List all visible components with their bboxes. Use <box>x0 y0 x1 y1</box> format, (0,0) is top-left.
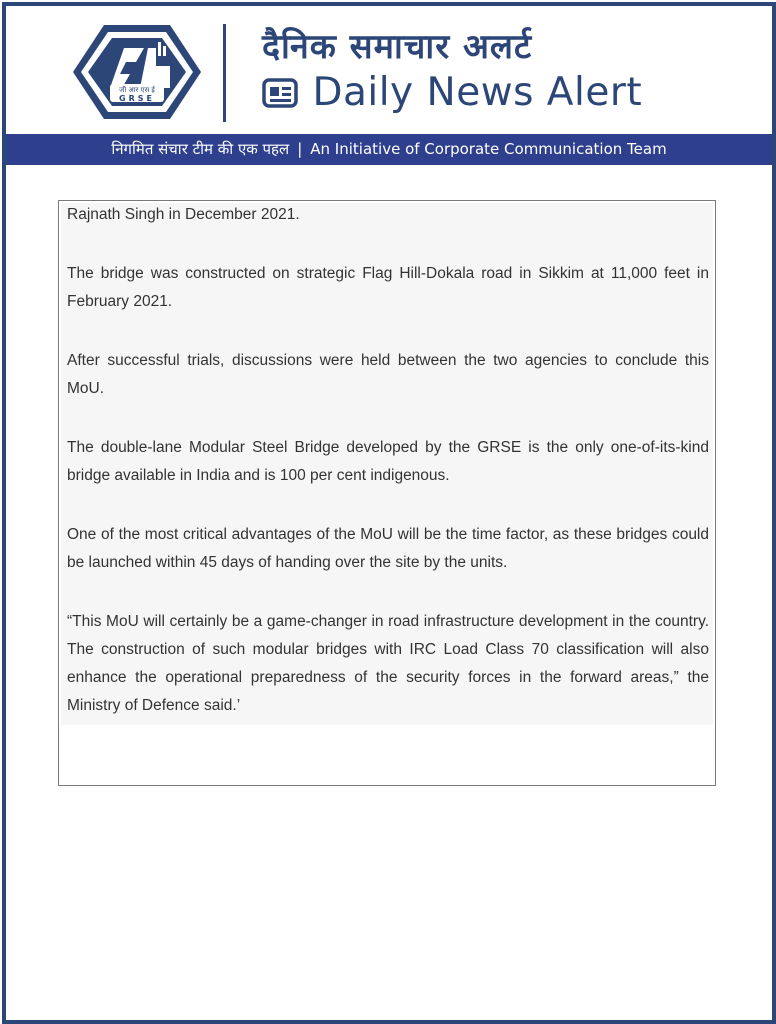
header-divider <box>223 24 226 122</box>
banner-separator: | <box>297 140 303 158</box>
title-english: Daily News Alert <box>312 70 643 115</box>
banner-english: An Initiative of Corporate Communication Team <box>310 140 667 158</box>
newspaper-icon <box>262 78 298 108</box>
logo-caption-english: GRSE <box>119 94 155 103</box>
grse-logo <box>70 22 204 122</box>
header <box>6 6 772 134</box>
logo-caption-hindi: जी आर एस ई <box>119 86 155 94</box>
article-paragraph: “This MoU will certainly be a game-changer in road infrastructure development in the country. The construction of such modular bridges with IRC Load Class 70 classification will also enhance the operational preparedness of the security forces in the forward areas,” the Ministry of Defence said.’ <box>67 613 709 714</box>
article-box <box>58 200 716 786</box>
title-hindi: दैनिक समाचार अलर्ट <box>262 27 533 67</box>
article-paragraph: Rajnath Singh in December 2021. <box>67 206 300 223</box>
article-paragraph: One of the most critical advantages of the MoU will be the time factor, as these bridges could be launched within 45 days of handing over the site by the units. <box>67 526 709 571</box>
article-paragraph: The bridge was constructed on strategic Flag Hill-Dokala road in Sikkim at 11,000 feet in February 2021. <box>67 265 709 310</box>
article-paragraph: The double-lane Modular Steel Bridge developed by the GRSE is the only one-of-its-kind bridge available in India and is 100 per cent indigenous. <box>67 439 709 484</box>
article-paragraph: After successful trials, discussions were held between the two agencies to conclude this MoU. <box>67 352 709 397</box>
banner-hindi: निगमित संचार टीम की एक पहल <box>111 140 290 158</box>
article-body <box>67 201 709 751</box>
initiative-banner <box>6 134 772 165</box>
title-english-row <box>262 70 642 116</box>
